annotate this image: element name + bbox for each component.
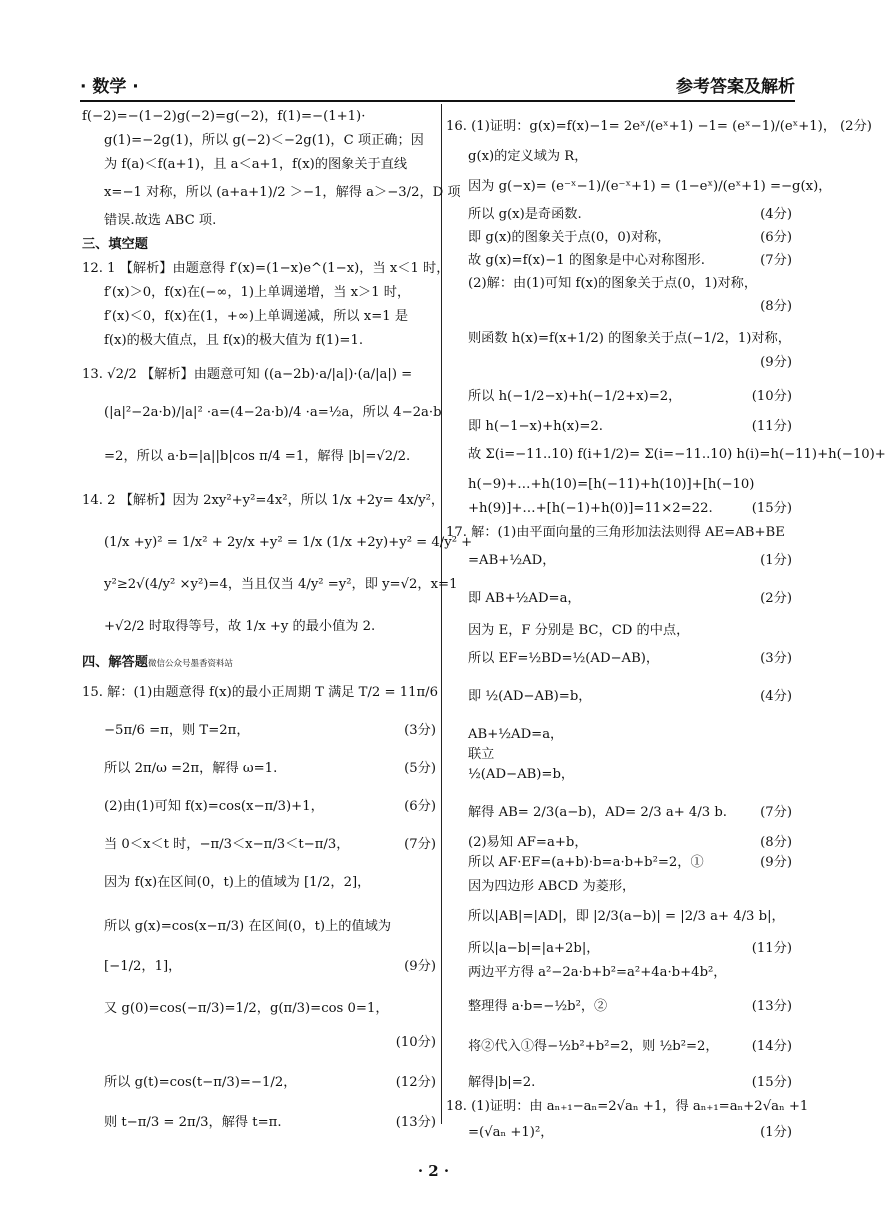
line-text: ½(AD−AB)=b， xyxy=(468,767,575,782)
right-text-line xyxy=(446,118,872,136)
line-text: 则函数 h(x)=f(x+1/2) 的图象关于点(−1/2，1)对称， xyxy=(468,331,791,346)
left-text-line xyxy=(104,308,436,326)
score-mark: (6分) xyxy=(404,799,436,814)
column-divider xyxy=(441,104,442,1124)
score-mark: (6分) xyxy=(760,230,792,245)
line-text: 所以 g(x)是奇函数. xyxy=(468,207,582,222)
line-text: 三、填空题 xyxy=(82,237,148,252)
left-text-line xyxy=(104,722,436,740)
line-text: 即 AB+½AD=a， xyxy=(468,591,581,606)
score-mark: (7分) xyxy=(760,253,792,268)
line-text: (|a|²−2a·b)/|a|² ·a=(4−2a·b)/4 ·a=½a，所以 4−2a·b xyxy=(104,405,442,420)
line-text: 所以 g(t)=cos(t−π/3)=−1/2， xyxy=(104,1075,297,1090)
line-text: 所以 2π/ω =2π，解得 ω=1. xyxy=(104,761,278,776)
line-text: 即 h(−1−x)+h(x)=2. xyxy=(468,419,603,434)
right-text-line xyxy=(468,834,792,852)
line-text: 将②代入①得−½b²+b²=2，则 ½b²=2， xyxy=(468,1039,719,1054)
left-text-line xyxy=(104,798,436,816)
left-text-line xyxy=(104,836,436,854)
left-text-line xyxy=(104,874,436,892)
left-text-line xyxy=(104,132,436,150)
line-text: f(−2)=−(1−2)g(−2)=g(−2)，f(1)=−(1+1)· xyxy=(82,109,366,124)
score-mark: (11分) xyxy=(751,941,792,956)
line-text: 因为 f(x)在区间(0，t)上的值域为 [1/2，2]， xyxy=(104,875,371,890)
score-mark: (5分) xyxy=(404,761,436,776)
score-mark: (7分) xyxy=(760,805,792,820)
left-text-line xyxy=(104,332,436,350)
right-text-line xyxy=(468,476,792,494)
line-text: f(x)的极大值点，且 f(x)的极大值为 f(1)=1. xyxy=(104,333,364,348)
line-text: 13. √2/2 【解析】由题意可知 ((a−2b)·a/|a|)·(a/|a|) = xyxy=(82,367,413,382)
right-text-line xyxy=(468,766,792,784)
line-text: 解得|b|=2. xyxy=(468,1075,536,1090)
line-text: g(x)的定义域为 R， xyxy=(468,149,588,164)
right-text-line xyxy=(446,524,792,542)
right-text-line xyxy=(468,418,792,436)
right-text-line xyxy=(468,500,792,518)
score-mark: (13分) xyxy=(395,1115,436,1130)
line-text: 故 g(x)=f(x)−1 的图象是中心对称图形. xyxy=(468,253,705,268)
left-column xyxy=(82,108,473,1130)
line-text: g(1)=−2g(1)，所以 g(−2)＜−2g(1)，C 项正确；因 xyxy=(104,133,424,148)
line-text: 故 Σ(i=−11..10) f(i+1/2)= Σ(i=−11..10) h(i)=h(−11)+h(−10)+ xyxy=(468,447,886,462)
right-text-line xyxy=(468,1074,792,1092)
right-text-line xyxy=(468,330,792,348)
line-text: 四、解答题微信公众号墨香资料站 xyxy=(82,655,233,670)
page-header xyxy=(80,72,795,102)
line-text: y²≥2√(4/y² ×y²)=4，当且仅当 4/y² =y²，即 y=√2，x=1 xyxy=(104,577,458,592)
line-text: 14. 2 【解析】因为 2xy²+y²=4x²，所以 1/x +2y= 4x/y²， xyxy=(82,493,445,508)
right-text-line xyxy=(468,229,792,247)
line-text: 又 g(0)=cos(−π/3)=1/2，g(π/3)=cos 0=1， xyxy=(104,1001,389,1016)
score-mark: (1分) xyxy=(760,553,792,568)
left-text-line xyxy=(104,760,436,778)
right-text-line xyxy=(468,688,792,706)
left-text-line xyxy=(82,684,436,702)
line-text: 当 0＜x＜t 时，−π/3＜x−π/3＜t−π/3， xyxy=(104,837,350,852)
line-text: (1/x +y)² = 1/x² + 2y/x +y² = 1/x (1/x +2y)+y² = 4/y² + xyxy=(104,535,473,550)
score-mark: (15分) xyxy=(751,501,792,516)
line-text: 即 g(x)的图象关于点(0，0)对称， xyxy=(468,230,671,245)
right-column xyxy=(446,108,886,1140)
left-text-line xyxy=(104,284,436,302)
score-mark: (15分) xyxy=(751,1075,792,1090)
line-text: 则 t−π/3 = 2π/3，解得 t=π. xyxy=(104,1115,282,1130)
left-text-line xyxy=(82,260,450,278)
right-text-line xyxy=(468,206,792,224)
score-mark: (9分) xyxy=(760,355,792,370)
score-mark: (2分) xyxy=(760,591,792,606)
right-text-line xyxy=(468,252,792,270)
left-text-line xyxy=(82,492,445,510)
left-text-line xyxy=(104,958,436,976)
line-text: (2)易知 AF=a+b， xyxy=(468,835,588,850)
left-text-line xyxy=(82,366,436,384)
left-text-line xyxy=(104,1034,436,1052)
line-text: 两边平方得 a²−2a·b+b²=a²+4a·b+4b²， xyxy=(468,965,727,980)
right-text-line xyxy=(468,726,792,744)
right-text-line xyxy=(468,964,792,982)
line-text: =(√aₙ +1)²， xyxy=(468,1125,554,1140)
line-text: AB+½AD=a， xyxy=(468,727,564,742)
score-mark: (9分) xyxy=(760,855,792,870)
line-text: 所以 h(−1/2−x)+h(−1/2+x)=2， xyxy=(468,389,682,404)
left-text-line xyxy=(104,448,436,466)
right-text-line xyxy=(468,354,792,372)
line-text: 错误.故选 ABC 项. xyxy=(104,213,217,228)
right-text-line xyxy=(468,804,792,822)
score-mark: (3分) xyxy=(404,723,436,738)
right-text-line xyxy=(468,590,792,608)
score-mark: (14分) xyxy=(751,1039,792,1054)
right-text-line xyxy=(468,854,792,872)
line-text: 所以 g(x)=cos(x−π/3) 在区间(0，t)上的值域为 xyxy=(104,919,392,934)
right-text-line xyxy=(468,622,792,640)
line-text: +√2/2 时取得等号，故 1/x +y 的最小值为 2. xyxy=(104,619,376,634)
left-text-line xyxy=(104,1114,436,1132)
right-text-line xyxy=(468,148,792,166)
score-mark: (2分) xyxy=(840,119,872,134)
right-text-line xyxy=(468,998,792,1016)
line-text: (2)由(1)可知 f(x)=cos(x−π/3)+1， xyxy=(104,799,324,814)
left-text-line xyxy=(104,212,436,230)
line-text: h(−9)+…+h(10)=[h(−11)+h(10)]+[h(−10) xyxy=(468,477,755,492)
score-mark: (10分) xyxy=(751,389,792,404)
score-mark: (1分) xyxy=(760,1125,792,1140)
right-text-line xyxy=(468,298,792,316)
line-text: 所以 AF·EF=(a+b)·b=a·b+b²=2，① xyxy=(468,855,704,870)
left-text-line xyxy=(82,654,436,673)
line-text: 所以|AB|=|AD|，即 |2/3(a−b)| = |2/3 a+ 4/3 b|， xyxy=(468,909,785,924)
line-text: 解得 AB= 2/3(a−b)，AD= 2/3 a+ 4/3 b. xyxy=(468,805,727,820)
score-mark: (9分) xyxy=(404,959,436,974)
score-mark: (3分) xyxy=(760,651,792,666)
right-text-line xyxy=(468,388,792,406)
line-text: −5π/6 =π，则 T=2π， xyxy=(104,723,250,738)
line-text: [−1/2，1]， xyxy=(104,959,182,974)
page-number: · 2 · xyxy=(417,1162,450,1180)
line-text: 即 ½(AD−AB)=b， xyxy=(468,689,592,704)
right-text-line xyxy=(446,1098,809,1116)
right-text-line xyxy=(468,552,792,570)
right-text-line xyxy=(468,446,886,464)
right-text-line xyxy=(468,650,792,668)
right-text-line xyxy=(468,178,832,196)
right-text-line xyxy=(468,878,792,896)
right-text-line xyxy=(468,908,792,926)
left-text-line xyxy=(82,108,436,126)
subject-label: · 数学 · xyxy=(80,77,139,97)
line-text: +h(9)]+…+[h(−1)+h(0)]=11×2=22. xyxy=(468,501,713,516)
right-text-line xyxy=(468,1124,792,1142)
line-text: 18. (1)证明：由 aₙ₊₁−aₙ=2√aₙ +1，得 aₙ₊₁=aₙ+2√aₙ +1 xyxy=(446,1099,809,1114)
line-text: x=−1 对称，所以 (a+a+1)/2 ＞−1，解得 a＞−3/2，D 项 xyxy=(104,185,461,200)
score-mark: (4分) xyxy=(760,689,792,704)
left-text-line xyxy=(104,534,473,552)
line-text: 因为 E，F 分别是 BC，CD 的中点， xyxy=(468,623,690,638)
score-mark: (12分) xyxy=(395,1075,436,1090)
line-text: f′(x)＜0，f(x)在(1，+∞)上单调递减，所以 x=1 是 xyxy=(104,309,409,324)
line-text: 因为 g(−x)= (e⁻ˣ−1)/(e⁻ˣ+1) = (1−eˣ)/(eˣ+1) =−g(x)， xyxy=(468,179,832,194)
line-text: 为 f(a)＜f(a+1)，且 a＜a+1，f(x)的图象关于直线 xyxy=(104,157,408,172)
right-text-line xyxy=(468,1038,792,1056)
line-text: 所以 EF=½BD=½(AD−AB)， xyxy=(468,651,660,666)
left-text-line xyxy=(104,918,436,936)
line-text: =2，所以 a·b=|a||b|cos π/4 =1，解得 |b|=√2/2. xyxy=(104,449,411,464)
left-text-line xyxy=(104,618,436,636)
left-text-line xyxy=(104,1000,436,1018)
score-mark: (13分) xyxy=(751,999,792,1014)
score-mark: (10分) xyxy=(395,1035,436,1050)
left-text-line xyxy=(104,1074,436,1092)
left-text-line xyxy=(104,576,458,594)
right-text-line xyxy=(468,746,792,764)
line-text: 因为四边形 ABCD 为菱形， xyxy=(468,879,636,894)
score-mark: (8分) xyxy=(760,299,792,314)
score-mark: (8分) xyxy=(760,835,792,850)
score-mark: (11分) xyxy=(751,419,792,434)
line-text: 17. 解：(1)由平面向量的三角形加法法则得 AE=AB+BE xyxy=(446,525,785,540)
watermark-note: 微信公众号墨香资料站 xyxy=(147,659,233,669)
right-text-line xyxy=(468,940,792,958)
line-text: 16. (1)证明：g(x)=f(x)−1= 2eˣ/(eˣ+1) −1= (eˣ−1)/(eˣ+1)， xyxy=(446,119,837,134)
line-text: 所以|a−b|=|a+2b|， xyxy=(468,941,600,956)
line-text: (2)解：由(1)可知 f(x)的图象关于点(0，1)对称， xyxy=(468,276,758,291)
left-text-line xyxy=(104,404,442,422)
line-text: 15. 解：(1)由题意得 f(x)的最小正周期 T 满足 T/2 = 11π/6 xyxy=(82,685,438,700)
line-text: 12. 1 【解析】由题意得 f′(x)=(1−x)e^(1−x)，当 x＜1 时， xyxy=(82,261,450,276)
line-text: =AB+½AD， xyxy=(468,553,556,568)
left-text-line xyxy=(104,156,436,174)
score-mark: (7分) xyxy=(404,837,436,852)
score-mark: (4分) xyxy=(760,207,792,222)
left-text-line xyxy=(82,236,436,254)
right-text-line xyxy=(468,275,792,293)
line-text: f′(x)＞0，f(x)在(−∞，1)上单调递增，当 x＞1 时， xyxy=(104,285,411,300)
line-text: 联立 xyxy=(468,747,495,762)
left-text-line xyxy=(104,184,461,202)
line-text: 整理得 a·b=−½b²，② xyxy=(468,999,608,1014)
header-title: 参考答案及解析 xyxy=(676,77,795,97)
